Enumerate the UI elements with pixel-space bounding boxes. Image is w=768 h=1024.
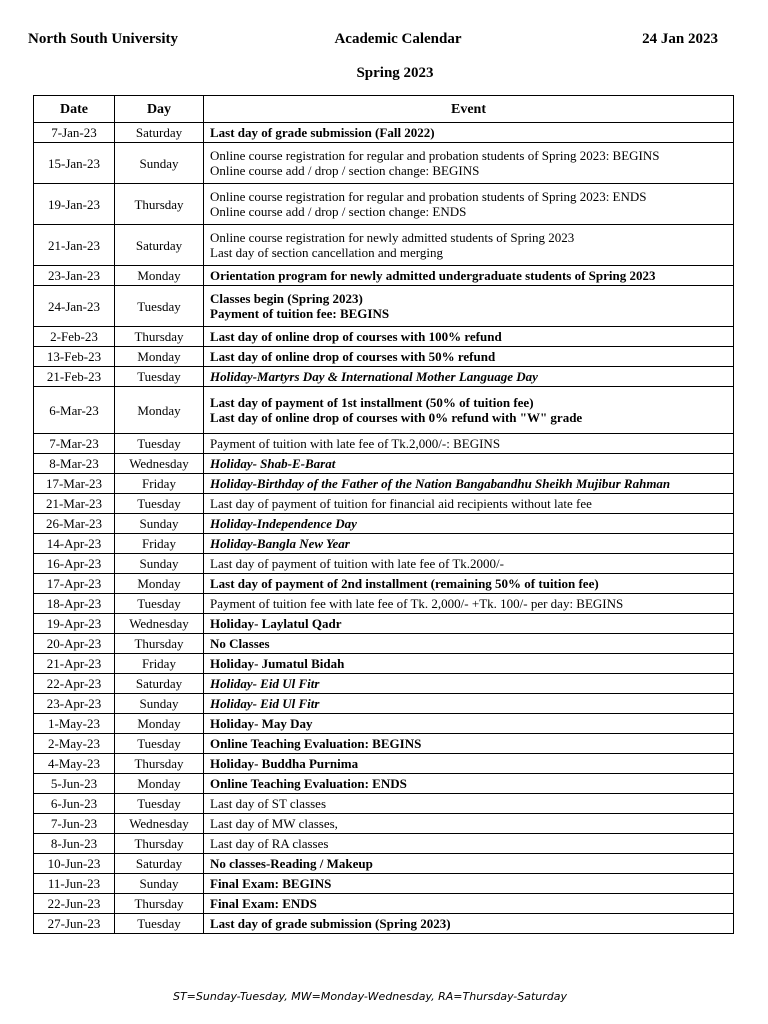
table-row xyxy=(34,474,734,494)
event-text: Last day of online drop of courses with 100% refund xyxy=(210,329,502,344)
event-text: Last day of MW classes, xyxy=(210,816,338,831)
row-date: 1-May-23 xyxy=(34,714,115,734)
row-day: Monday xyxy=(115,347,204,367)
table-row xyxy=(34,123,734,143)
row-day: Sunday xyxy=(115,694,204,714)
row-day: Thursday xyxy=(115,834,204,854)
event-text: Holiday- Jumatul Bidah xyxy=(210,656,345,671)
table-row xyxy=(34,794,734,814)
row-day: Sunday xyxy=(115,874,204,894)
row-day: Friday xyxy=(115,534,204,554)
event-text: Last day of payment of tuition for financial aid recipients without late fee xyxy=(210,496,592,511)
table-row xyxy=(34,854,734,874)
row-event xyxy=(204,327,734,347)
row-day: Tuesday xyxy=(115,286,204,327)
university-name: North South University xyxy=(28,31,179,47)
row-day: Tuesday xyxy=(115,494,204,514)
event-text: Last day of ST classes xyxy=(210,796,327,811)
event-text: Last day of grade submission (Fall 2022) xyxy=(210,125,435,140)
table-row xyxy=(34,494,734,514)
row-day: Monday xyxy=(115,574,204,594)
row-date: 6-Mar-23 xyxy=(34,387,115,434)
column-header-event: Event xyxy=(204,96,734,123)
row-date: 7-Mar-23 xyxy=(34,434,115,454)
row-date: 21-Mar-23 xyxy=(34,494,115,514)
row-event xyxy=(204,754,734,774)
row-date: 2-May-23 xyxy=(34,734,115,754)
row-day: Tuesday xyxy=(115,734,204,754)
event-text: Last day of grade submission (Spring 2023) xyxy=(210,916,451,931)
table-row xyxy=(34,714,734,734)
row-day: Saturday xyxy=(115,225,204,266)
table-row xyxy=(34,734,734,754)
row-event xyxy=(204,534,734,554)
event-text: Last day of online drop of courses with 0% refund with "W" grade xyxy=(210,410,583,425)
row-date: 23-Apr-23 xyxy=(34,694,115,714)
row-date: 21-Apr-23 xyxy=(34,654,115,674)
table-row xyxy=(34,754,734,774)
row-day: Tuesday xyxy=(115,434,204,454)
row-day: Friday xyxy=(115,654,204,674)
row-day: Monday xyxy=(115,387,204,434)
document-date: 24 Jan 2023 xyxy=(642,31,718,47)
row-event xyxy=(204,914,734,934)
table-row xyxy=(34,347,734,367)
row-day: Tuesday xyxy=(115,594,204,614)
event-text: Payment of tuition fee: BEGINS xyxy=(210,306,390,321)
row-date: 13-Feb-23 xyxy=(34,347,115,367)
table-row xyxy=(34,834,734,854)
row-date: 7-Jun-23 xyxy=(34,814,115,834)
row-date: 26-Mar-23 xyxy=(34,514,115,534)
row-event xyxy=(204,614,734,634)
row-day: Saturday xyxy=(115,123,204,143)
row-date: 22-Apr-23 xyxy=(34,674,115,694)
row-day: Thursday xyxy=(115,634,204,654)
row-event xyxy=(204,514,734,534)
row-event xyxy=(204,574,734,594)
table-header-row xyxy=(34,96,734,123)
event-text: Orientation program for newly admitted undergraduate students of Spring 2023 xyxy=(210,268,656,283)
row-event xyxy=(204,123,734,143)
row-event xyxy=(204,184,734,225)
row-date: 14-Apr-23 xyxy=(34,534,115,554)
term-title: Spring 2023 xyxy=(356,65,434,81)
event-text: Last day of section cancellation and merging xyxy=(210,245,443,260)
event-text: No classes-Reading / Makeup xyxy=(210,856,373,871)
row-event xyxy=(204,654,734,674)
row-event xyxy=(204,554,734,574)
row-date: 18-Apr-23 xyxy=(34,594,115,614)
row-date: 17-Apr-23 xyxy=(34,574,115,594)
row-event xyxy=(204,694,734,714)
row-day: Monday xyxy=(115,714,204,734)
row-event xyxy=(204,286,734,327)
row-day: Sunday xyxy=(115,143,204,184)
row-event xyxy=(204,814,734,834)
row-event xyxy=(204,634,734,654)
event-text: Payment of tuition with late fee of Tk.2,000/-: BEGINS xyxy=(210,436,501,451)
row-day: Monday xyxy=(115,774,204,794)
row-event xyxy=(204,474,734,494)
event-text: Final Exam: BEGINS xyxy=(210,876,332,891)
table-row xyxy=(34,574,734,594)
table-row xyxy=(34,387,734,434)
footer-legend: ST=Sunday-Tuesday, MW=Monday-Wednesday, RA=Thursday-Saturday xyxy=(172,990,568,1003)
row-event xyxy=(204,794,734,814)
row-date: 4-May-23 xyxy=(34,754,115,774)
row-date: 15-Jan-23 xyxy=(34,143,115,184)
event-text: Holiday- May Day xyxy=(210,716,313,731)
table-row xyxy=(34,454,734,474)
row-day: Thursday xyxy=(115,184,204,225)
event-text: Payment of tuition fee with late fee of Tk. 2,000/- +Tk. 100/- per day: BEGINS xyxy=(210,596,624,611)
column-header-day: Day xyxy=(115,96,204,123)
row-day: Saturday xyxy=(115,674,204,694)
event-text: Holiday- Shab-E-Barat xyxy=(210,456,336,471)
row-date: 19-Jan-23 xyxy=(34,184,115,225)
table-row xyxy=(34,514,734,534)
row-event xyxy=(204,674,734,694)
row-event xyxy=(204,266,734,286)
row-day: Wednesday xyxy=(115,454,204,474)
event-text: Holiday- Laylatul Qadr xyxy=(210,616,342,631)
table-row xyxy=(34,184,734,225)
event-text: Holiday-Bangla New Year xyxy=(210,536,350,551)
calendar-table xyxy=(33,95,734,934)
table-row xyxy=(34,594,734,614)
event-text: Online course add / drop / section change: BEGINS xyxy=(210,163,480,178)
row-day: Friday xyxy=(115,474,204,494)
table-row xyxy=(34,694,734,714)
event-text: Last day of payment of 2nd installment (remaining 50% of tuition fee) xyxy=(210,576,599,591)
table-row xyxy=(34,634,734,654)
event-text: Classes begin (Spring 2023) xyxy=(210,291,363,306)
row-date: 2-Feb-23 xyxy=(34,327,115,347)
row-event xyxy=(204,734,734,754)
event-text: Online course registration for newly admitted students of Spring 2023 xyxy=(210,230,575,245)
row-day: Saturday xyxy=(115,854,204,874)
row-day: Sunday xyxy=(115,514,204,534)
event-text: Holiday- Eid Ul Fitr xyxy=(210,696,320,711)
event-text: Last day of payment of 1st installment (50% of tuition fee) xyxy=(210,395,534,410)
table-row xyxy=(34,434,734,454)
row-day: Thursday xyxy=(115,894,204,914)
row-date: 16-Apr-23 xyxy=(34,554,115,574)
event-text: Holiday- Buddha Purnima xyxy=(210,756,359,771)
calendar-rows xyxy=(34,123,734,934)
event-text: Last day of online drop of courses with 50% refund xyxy=(210,349,496,364)
event-text: Holiday-Independence Day xyxy=(210,516,357,531)
column-header-date: Date xyxy=(34,96,115,123)
table-row xyxy=(34,674,734,694)
row-date: 24-Jan-23 xyxy=(34,286,115,327)
row-date: 21-Feb-23 xyxy=(34,367,115,387)
event-text: Holiday-Birthday of the Father of the Nation Bangabandhu Sheikh Mujibur Rahman xyxy=(210,476,671,491)
row-event xyxy=(204,434,734,454)
row-event xyxy=(204,774,734,794)
table-row xyxy=(34,286,734,327)
row-event xyxy=(204,874,734,894)
row-date: 23-Jan-23 xyxy=(34,266,115,286)
row-event xyxy=(204,834,734,854)
table-row xyxy=(34,614,734,634)
row-date: 27-Jun-23 xyxy=(34,914,115,934)
row-event xyxy=(204,347,734,367)
row-event xyxy=(204,854,734,874)
row-date: 22-Jun-23 xyxy=(34,894,115,914)
table-row xyxy=(34,654,734,674)
table-row xyxy=(34,894,734,914)
row-date: 6-Jun-23 xyxy=(34,794,115,814)
row-date: 17-Mar-23 xyxy=(34,474,115,494)
table-row xyxy=(34,814,734,834)
row-date: 19-Apr-23 xyxy=(34,614,115,634)
row-day: Sunday xyxy=(115,554,204,574)
row-event xyxy=(204,387,734,434)
event-text: Last day of payment of tuition with late fee of Tk.2000/- xyxy=(210,556,504,571)
event-text: No Classes xyxy=(210,636,270,651)
event-text: Holiday- Eid Ul Fitr xyxy=(210,676,320,691)
table-row xyxy=(34,367,734,387)
row-day: Tuesday xyxy=(115,367,204,387)
row-date: 8-Mar-23 xyxy=(34,454,115,474)
event-text: Last day of RA classes xyxy=(210,836,329,851)
table-row xyxy=(34,554,734,574)
event-text: Holiday-Martyrs Day & International Mother Language Day xyxy=(210,369,538,384)
table-row xyxy=(34,225,734,266)
row-event xyxy=(204,454,734,474)
row-event xyxy=(204,225,734,266)
event-text: Online course registration for regular and probation students of Spring 2023: BEGINS xyxy=(210,148,660,163)
row-date: 20-Apr-23 xyxy=(34,634,115,654)
event-text: Online course add / drop / section change: ENDS xyxy=(210,204,467,219)
row-day: Monday xyxy=(115,266,204,286)
row-date: 7-Jan-23 xyxy=(34,123,115,143)
table-row xyxy=(34,266,734,286)
document-title: Academic Calendar xyxy=(334,31,462,47)
row-date: 8-Jun-23 xyxy=(34,834,115,854)
row-day: Wednesday xyxy=(115,614,204,634)
row-event xyxy=(204,594,734,614)
event-text: Online Teaching Evaluation: BEGINS xyxy=(210,736,422,751)
table-row xyxy=(34,914,734,934)
row-day: Thursday xyxy=(115,327,204,347)
row-date: 10-Jun-23 xyxy=(34,854,115,874)
table-row xyxy=(34,143,734,184)
row-date: 21-Jan-23 xyxy=(34,225,115,266)
row-event xyxy=(204,894,734,914)
row-date: 5-Jun-23 xyxy=(34,774,115,794)
row-event xyxy=(204,714,734,734)
row-day: Tuesday xyxy=(115,914,204,934)
row-day: Tuesday xyxy=(115,794,204,814)
event-text: Online Teaching Evaluation: ENDS xyxy=(210,776,407,791)
row-event xyxy=(204,143,734,184)
row-event xyxy=(204,494,734,514)
table-row xyxy=(34,327,734,347)
table-row xyxy=(34,534,734,554)
table-row xyxy=(34,774,734,794)
row-event xyxy=(204,367,734,387)
row-date: 11-Jun-23 xyxy=(34,874,115,894)
event-text: Online course registration for regular and probation students of Spring 2023: ENDS xyxy=(210,189,647,204)
row-day: Thursday xyxy=(115,754,204,774)
table-row xyxy=(34,874,734,894)
event-text: Final Exam: ENDS xyxy=(210,896,317,911)
row-day: Wednesday xyxy=(115,814,204,834)
